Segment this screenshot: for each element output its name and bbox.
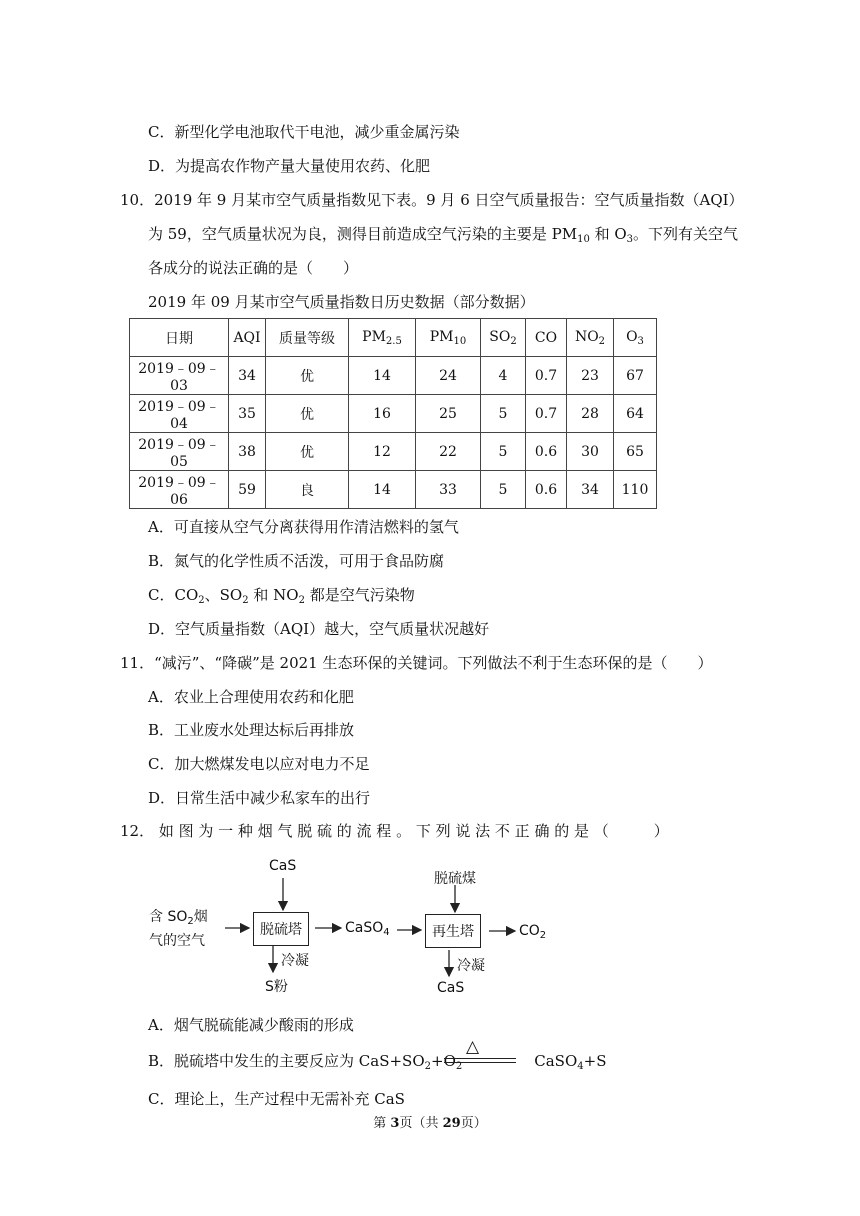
coal-label: 脱硫煤 xyxy=(434,871,476,887)
cas-input-label: CaS xyxy=(269,858,297,874)
equals-line-top xyxy=(444,1058,516,1059)
cell: 35 xyxy=(229,395,266,433)
cell: 5 xyxy=(481,471,526,509)
cell: 14 xyxy=(349,357,416,395)
table-header-row xyxy=(130,319,657,357)
q11-option-a: A．农业上合理使用农药和化肥 xyxy=(148,688,354,706)
cell: 59 xyxy=(229,471,266,509)
cell: 33 xyxy=(416,471,481,509)
q12-option-b: B．脱硫塔中发生的主要反应为 $CaS+SO_2+O_2$ CaSO$_4$+S xyxy=(148,1052,607,1072)
table-title: 2019 年 09 月某市空气质量指数日历史数据（部分数据） xyxy=(148,293,535,311)
equals-line-bottom xyxy=(444,1062,516,1063)
q10-option-d: D．空气质量指数（AQI）越大，空气质量状况越好 xyxy=(148,620,490,638)
header-o3: $O_3$ xyxy=(614,319,657,357)
heat-triangle-icon: △ xyxy=(466,1037,480,1057)
q9-option-d: D．为提高农作物产量大量使用农药、化肥 xyxy=(148,157,431,175)
header-co: CO xyxy=(526,319,567,357)
header-pm10: $PM_{10}$ xyxy=(416,319,481,357)
header-aqi: AQI xyxy=(229,319,266,357)
cell: 5 xyxy=(481,395,526,433)
cell: 24 xyxy=(416,357,481,395)
q10-stem-line1: 10．2019 年 9 月某市空气质量指数见下表。9 月 6 日空气质量报告：空气质量指数（AQI） xyxy=(120,191,744,209)
cas-output-label: CaS xyxy=(437,980,465,996)
cell: 2019﹣09﹣03 xyxy=(130,357,229,395)
cell: 0.7 xyxy=(526,357,567,395)
q12-option-c: C．理论上，生产过程中无需补充 CaS xyxy=(148,1090,405,1108)
cell: 23 xyxy=(567,357,614,395)
table-row xyxy=(130,395,657,433)
cell: 良 xyxy=(266,471,349,509)
cell: 34 xyxy=(229,357,266,395)
header-no2: $NO_2$ xyxy=(567,319,614,357)
cell: 16 xyxy=(349,395,416,433)
q11-stem: 11．“减污”、“降碳”是 2021 生态环保的关键词。下列做法不利于生态环保的是（ ） xyxy=(120,654,713,672)
cell: 64 xyxy=(614,395,657,433)
flue-gas-desulfurization-diagram xyxy=(145,852,565,1002)
cell: 22 xyxy=(416,433,481,471)
cell: 14 xyxy=(349,471,416,509)
caso4-label: CaSO$_4$ xyxy=(345,920,390,938)
q12-stem: 12． 如 图 为 一 种 烟 气 脱 硫 的 流 程 。 下 列 说 法 不 正 确 的 是 （ ） xyxy=(120,822,669,840)
cell: 优 xyxy=(266,395,349,433)
cell: 2019﹣09﹣04 xyxy=(130,395,229,433)
header-grade: 质量等级 xyxy=(266,319,349,357)
cell: 2019﹣09﹣06 xyxy=(130,471,229,509)
q11-option-b: B．工业废水处理达标后再排放 xyxy=(148,721,355,739)
q10-option-c: C．$CO_2$、$SO_2$ 和 $NO_2$ 都是空气污染物 xyxy=(148,586,415,606)
co2-label: $CO_2$ xyxy=(519,923,547,941)
q10-option-a: A．可直接从空气分离获得用作清洁燃料的氢气 xyxy=(148,518,459,536)
header-so2: $SO_2$ xyxy=(481,319,526,357)
aqi-table xyxy=(129,318,657,509)
cell: 30 xyxy=(567,433,614,471)
q11-option-c: C．加大燃煤发电以应对电力不足 xyxy=(148,755,370,773)
cell: 4 xyxy=(481,357,526,395)
cell: 优 xyxy=(266,357,349,395)
cell: 0.7 xyxy=(526,395,567,433)
cell: 0.6 xyxy=(526,471,567,509)
cell: 34 xyxy=(567,471,614,509)
cell: 12 xyxy=(349,433,416,471)
cell: 110 xyxy=(614,471,657,509)
q12-option-a: A．烟气脱硫能减少酸雨的形成 xyxy=(148,1016,354,1034)
header-pm25: $PM_{2.5}$ xyxy=(349,319,416,357)
q10-stem-line2: 为 59，空气质量状况为良，测得目前造成空气污染的主要是 $PM_{10}$ 和 $O_3$。下列有关空气 xyxy=(148,225,739,245)
q9-option-c: C．新型化学电池取代干电池，减少重金属污染 xyxy=(148,123,460,141)
cell: 38 xyxy=(229,433,266,471)
q11-option-d: D．日常生活中减少私家车的出行 xyxy=(148,789,371,807)
condense-label-2: 冷凝 xyxy=(457,958,485,974)
gas-input-label-1: 含 $SO_2$烟 xyxy=(149,909,208,927)
heating-equals-sign xyxy=(444,1037,516,1069)
header-date: 日期 xyxy=(130,319,229,357)
cell: 5 xyxy=(481,433,526,471)
cell: 2019﹣09﹣05 xyxy=(130,433,229,471)
condense-label-1: 冷凝 xyxy=(281,953,309,969)
gas-input-label-2: 气的空气 xyxy=(149,933,205,949)
q10-option-b: B．氮气的化学性质不活泼，可用于食品防腐 xyxy=(148,552,445,570)
cell: 28 xyxy=(567,395,614,433)
regeneration-tower-box: 再生塔 xyxy=(425,914,481,948)
table-row xyxy=(130,471,657,509)
cell: 25 xyxy=(416,395,481,433)
cell: 65 xyxy=(614,433,657,471)
page-footer: 第 3页（共 29页） xyxy=(373,1116,487,1131)
cell: 0.6 xyxy=(526,433,567,471)
table-row xyxy=(130,433,657,471)
cell: 67 xyxy=(614,357,657,395)
cell: 优 xyxy=(266,433,349,471)
desulfurization-tower-box: 脱硫塔 xyxy=(253,912,309,946)
q10-stem-line3: 各成分的说法正确的是（ ） xyxy=(148,259,359,277)
table-row xyxy=(130,357,657,395)
sulfur-powder-label: S粉 xyxy=(265,979,288,995)
